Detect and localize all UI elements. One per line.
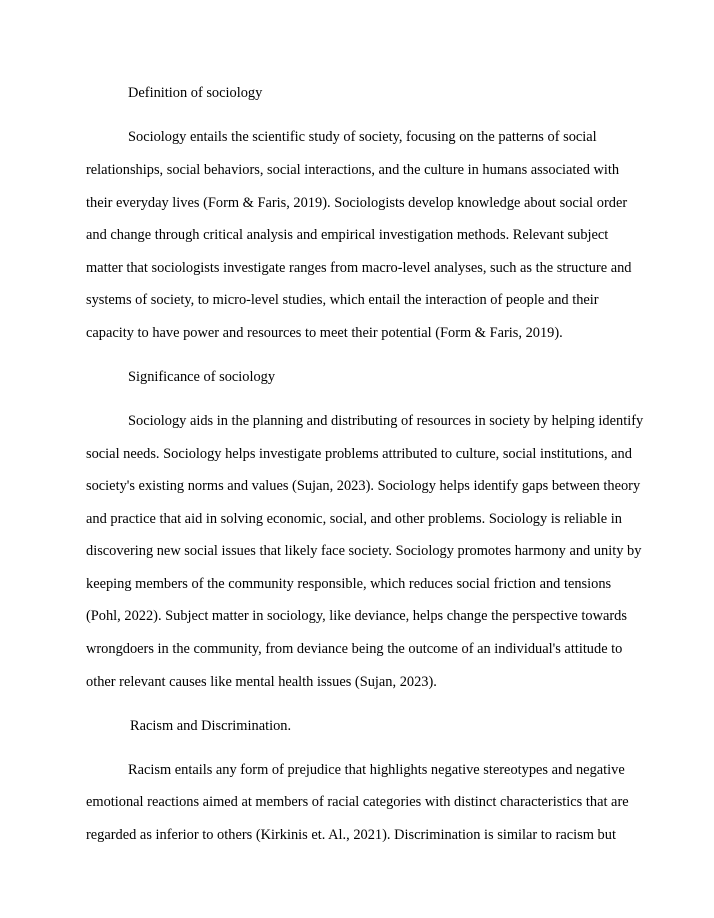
heading-definition: Definition of sociology: [128, 85, 263, 101]
paragraph-line: wrongdoers in the community, from deviance being the outcome of an individual's attitude to: [86, 641, 623, 657]
paragraph-line: capacity to have power and resources to meet their potential (Form & Faris, 2019).: [86, 325, 563, 341]
paragraph-line: Sociology entails the scientific study of society, focusing on the patterns of social: [128, 129, 597, 145]
paragraph-line: regarded as inferior to others (Kirkinis et. Al., 2021). Discrimination is similar to racism but: [86, 827, 616, 843]
paragraph-line: their everyday lives (Form & Faris, 2019). Sociologists develop knowledge about social order: [86, 195, 628, 211]
paragraph-line: discovering new social issues that likely face society. Sociology promotes harmony and unity by: [86, 543, 642, 559]
paragraph-line: matter that sociologists investigate ranges from macro-level analyses, such as the structure and: [86, 260, 632, 276]
heading-significance: Significance of sociology: [128, 369, 276, 385]
paragraph-line: (Pohl, 2022). Subject matter in sociology, like deviance, helps change the perspective towards: [86, 608, 627, 624]
paragraph-line: society's existing norms and values (Sujan, 2023). Sociology helps identify gaps between theory: [86, 478, 641, 494]
paragraph-line: and change through critical analysis and empirical investigation methods. Relevant subject: [86, 227, 609, 243]
paragraph-line: systems of society, to micro-level studies, which entail the interaction of people and their: [86, 292, 599, 308]
paragraph-line: Sociology aids in the planning and distributing of resources in society by helping identify: [128, 413, 644, 429]
heading-racism: Racism and Discrimination.: [130, 718, 292, 734]
paragraph-line: and practice that aid in solving economic, social, and other problems. Sociology is reliable in: [86, 511, 622, 527]
paragraph-line: keeping members of the community responsible, which reduces social friction and tensions: [86, 576, 612, 592]
paragraph-line: relationships, social behaviors, social interactions, and the culture in humans associated with: [86, 162, 620, 178]
paragraph-line: social needs. Sociology helps investigate problems attributed to culture, social institutions, and: [86, 446, 632, 462]
paragraph-line: emotional reactions aimed at members of racial categories with distinct characteristics that are: [86, 794, 629, 810]
paragraph-line: other relevant causes like mental health issues (Sujan, 2023).: [86, 674, 437, 690]
paragraph-line: Racism entails any form of prejudice that highlights negative stereotypes and negative: [128, 762, 625, 778]
